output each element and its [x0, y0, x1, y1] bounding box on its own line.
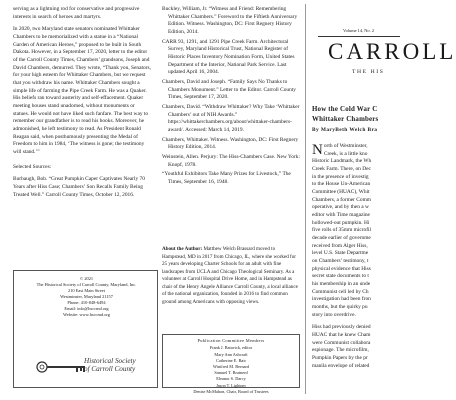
about-text: Matthew Welch Brassard moved to Hampstead, MD in 2017 from Chicago, IL, where she worked for 25 years developing Charter Schools for an adult with fine landscapes from UCLA and Chicago Theological Seminary. As a volunteer at Carroll Hospital Drive Home, and in Hampstead as chair of the Henry Angele Alliance Carroll County, a local alliance of the national organization, founded in 2016 to find common ground among Americans with opposing views. — [162, 246, 298, 305]
committee-member: Eleanor S. Darcy — [216, 376, 246, 382]
body-line: physical evidence that Hiss — [312, 265, 371, 272]
society-logo — [36, 357, 144, 379]
body-line: Hiss had previously denied — [312, 324, 371, 331]
about-the-author — [162, 246, 300, 306]
source-entry: Chambers, David and Joseph. “Family Says No Thanks to Chambers Monument.” Letter to the Editor. Carroll County Times, September 17, 2020. — [162, 79, 297, 101]
body-line: months, but the quirky pu — [312, 304, 368, 311]
body-line: his membership in an unde — [312, 281, 371, 288]
society-info-box — [13, 270, 158, 388]
body-line: manila envelope of related — [312, 362, 370, 369]
logo-line-1: Historical Society — [84, 357, 136, 365]
website: Website: www.hsccmd.org — [63, 311, 110, 317]
body-line: investigation had been fron — [312, 296, 371, 303]
masthead-title: CARROLL — [328, 39, 456, 64]
committee-member: Mary Ann Ashcraft — [214, 351, 248, 357]
article-paragraph: serving as a lightning rod for conservative and progressive interests in search of heroes and martyrs. — [13, 6, 140, 20]
body-line: Pumpkin Papers by the pr — [312, 355, 368, 362]
body-lines — [312, 143, 371, 318]
body-line: Creek, is a little kno — [323, 150, 368, 157]
body-line: five rolls of 35mm microfil — [312, 227, 371, 234]
about-lead: About the Author: — [162, 246, 203, 252]
body-line: Creek Farm. There, on Dec — [312, 166, 371, 173]
masthead-subtitle: THE HIS — [352, 69, 385, 75]
page-divider — [305, 4, 306, 394]
body-line: received from Alger Hiss, — [312, 242, 368, 249]
street-address: 210 East Main Street — [68, 287, 105, 293]
body-line: level U.S. State Departme — [312, 250, 369, 257]
body-line: Chambers, a former Comm — [312, 196, 371, 203]
source-entry: Chambers, David. “Withdraw Whittaker? Why Take ‘Whittaker Chambers’ out of NIH Awards.” https://whittakerchambers.org/about/whittaker-chambers-award/. Accessed: March 14, 2019. — [162, 104, 300, 134]
article-paragraph — [312, 324, 402, 370]
logo-wordmark — [84, 358, 144, 373]
body-line: decade earlier of governme — [312, 235, 371, 242]
email: Email: info@hsccmd.org — [64, 305, 109, 311]
committee-member: Catherine E. Bair — [216, 357, 246, 363]
key-icon — [36, 360, 88, 374]
body-line: secret state documents to t — [312, 273, 369, 280]
body-line: espionage. The microfilm, — [312, 347, 369, 354]
committee-title: Publication Committee Members — [197, 338, 265, 343]
copyright-line: © 2021 — [79, 276, 94, 281]
body-line: in the presence of investig — [312, 173, 369, 180]
article-paragraph — [312, 143, 402, 319]
article-headline — [312, 105, 412, 125]
article-body — [312, 143, 402, 375]
source-entry: Chambers, Whittaker. Witness. Washington, DC: First Regnery History Edition, 2014. — [162, 136, 299, 151]
city-state-zip: Westminster, Maryland 21157 — [60, 293, 113, 299]
phone: Phone: 410-848-6494 — [67, 299, 106, 305]
body-line: to the House Un-American — [312, 181, 371, 188]
byline: By MaryBeth Welch Bra — [312, 127, 378, 133]
logo-line-2: of Carroll County — [84, 364, 136, 373]
publication-committee-box — [162, 334, 300, 394]
source-entry: Burbaugh, Bob. “Great Pumpkin Caper Captivates Nearly 70 Years after Hiss Case; Chambers’ Son Recalls Family Being Treated Well.” Carroll County Times, October 12, 2016. — [13, 176, 145, 198]
article-column-1 — [13, 6, 151, 199]
board-chair-credit: Denise McMahon, Chair, Board of Trustees — [193, 388, 269, 394]
body-line: operative, and by then a w — [312, 204, 369, 211]
body-line: story into overdrive. — [312, 311, 356, 318]
source-entry: CARR 93, 1291, and 1291 Pipe Creek Farm. Architectural Survey, Maryland Historical Trust, National Register of Historic Places Inventory Nomination Form, United States Department of the Interior, National Park Service. Last updated April 16, 2004. — [162, 38, 295, 76]
society-name: The Historical Society of Carroll County, Maryland, Inc. — [36, 281, 137, 287]
source-entry: Buckley, William, Jr. “Witness and Friend: Remembering Whittaker Chambers.” Foreword to the Fiftieth Anniversary Edition. Witness. Washington, DC: First Regnery History Edition, 2014. — [162, 6, 298, 36]
body-line: on Chambers’ testimony, t — [312, 258, 369, 265]
committee-member: Samuel T. Brainerd — [214, 370, 248, 376]
headline-line-1: How the Cold War C — [312, 106, 378, 113]
masthead — [318, 36, 456, 84]
body-line: Historic Landmark, the Wh — [312, 158, 372, 165]
volume-info: Volume 14, No. 2 — [343, 28, 375, 33]
drop-cap: N — [312, 142, 323, 158]
body-line: were Communist collabora — [312, 339, 371, 346]
article-paragraph: In 2020, two Maryland state senators nominated Whittaker Chambers to be memorialized with a statue in a “National Garden of American Heroes,” proposed to be built in South Dakota. However, in a September 17, 2020, letter to the editor of the Carroll County Times, Chambers’ grandsons, Joseph and David Chambers, demurred. They wrote, “Thank you, Senators, for your high esteem for Whittaker Chambers, but we request that you withdraw his name. Whittaker Chambers sought a simple life of farming the Pipe Creek Farm. He was a Quaker. His beliefs ran toward austerity and self-effacement. Quaker meeting houses stand unadorned, without monuments or statues. He would not have liked such fanfare. The best way to remember our grandfather is to read his books. Moreover, he admonished, he left testimony to read. As President Ronald Reagan said, when posthumously presenting the Medal of Freedom to him in 1984, ‘The witness is gone; the testimony will stand.’” — [13, 26, 151, 156]
body-lines-2 — [312, 324, 371, 368]
headline-line-2: Whittaker Chambers — [312, 116, 379, 123]
committee-member: Jason T. Lightner — [216, 382, 246, 388]
body-line: Communist cell led by Ch — [312, 288, 369, 295]
body-line: Committee (HUAC), Whit — [312, 189, 370, 196]
committee-member: Frank J. Batavick, editor — [209, 345, 253, 351]
article-column-2 — [162, 6, 300, 189]
society-address — [14, 276, 159, 318]
source-entry: “Youthful Exhibitors Take Many Prizes for Livestock,” The Times, September 16, 1948. — [162, 171, 291, 186]
body-line: orth of Westminster, — [323, 143, 368, 149]
source-entry: Weinstein, Allen. Perjury: The Hiss-Chambers Case. New York: Knopf, 1978. — [162, 154, 300, 168]
body-line: hollowed-out pumpkin. Hi — [312, 219, 370, 226]
sources-heading: Selected Sources: — [13, 163, 52, 170]
committee-member: Winifred M. Bernard — [212, 364, 250, 370]
body-line: editor with Time magazine — [312, 212, 370, 219]
body-line: HUAC that he knew Cham — [312, 332, 371, 339]
